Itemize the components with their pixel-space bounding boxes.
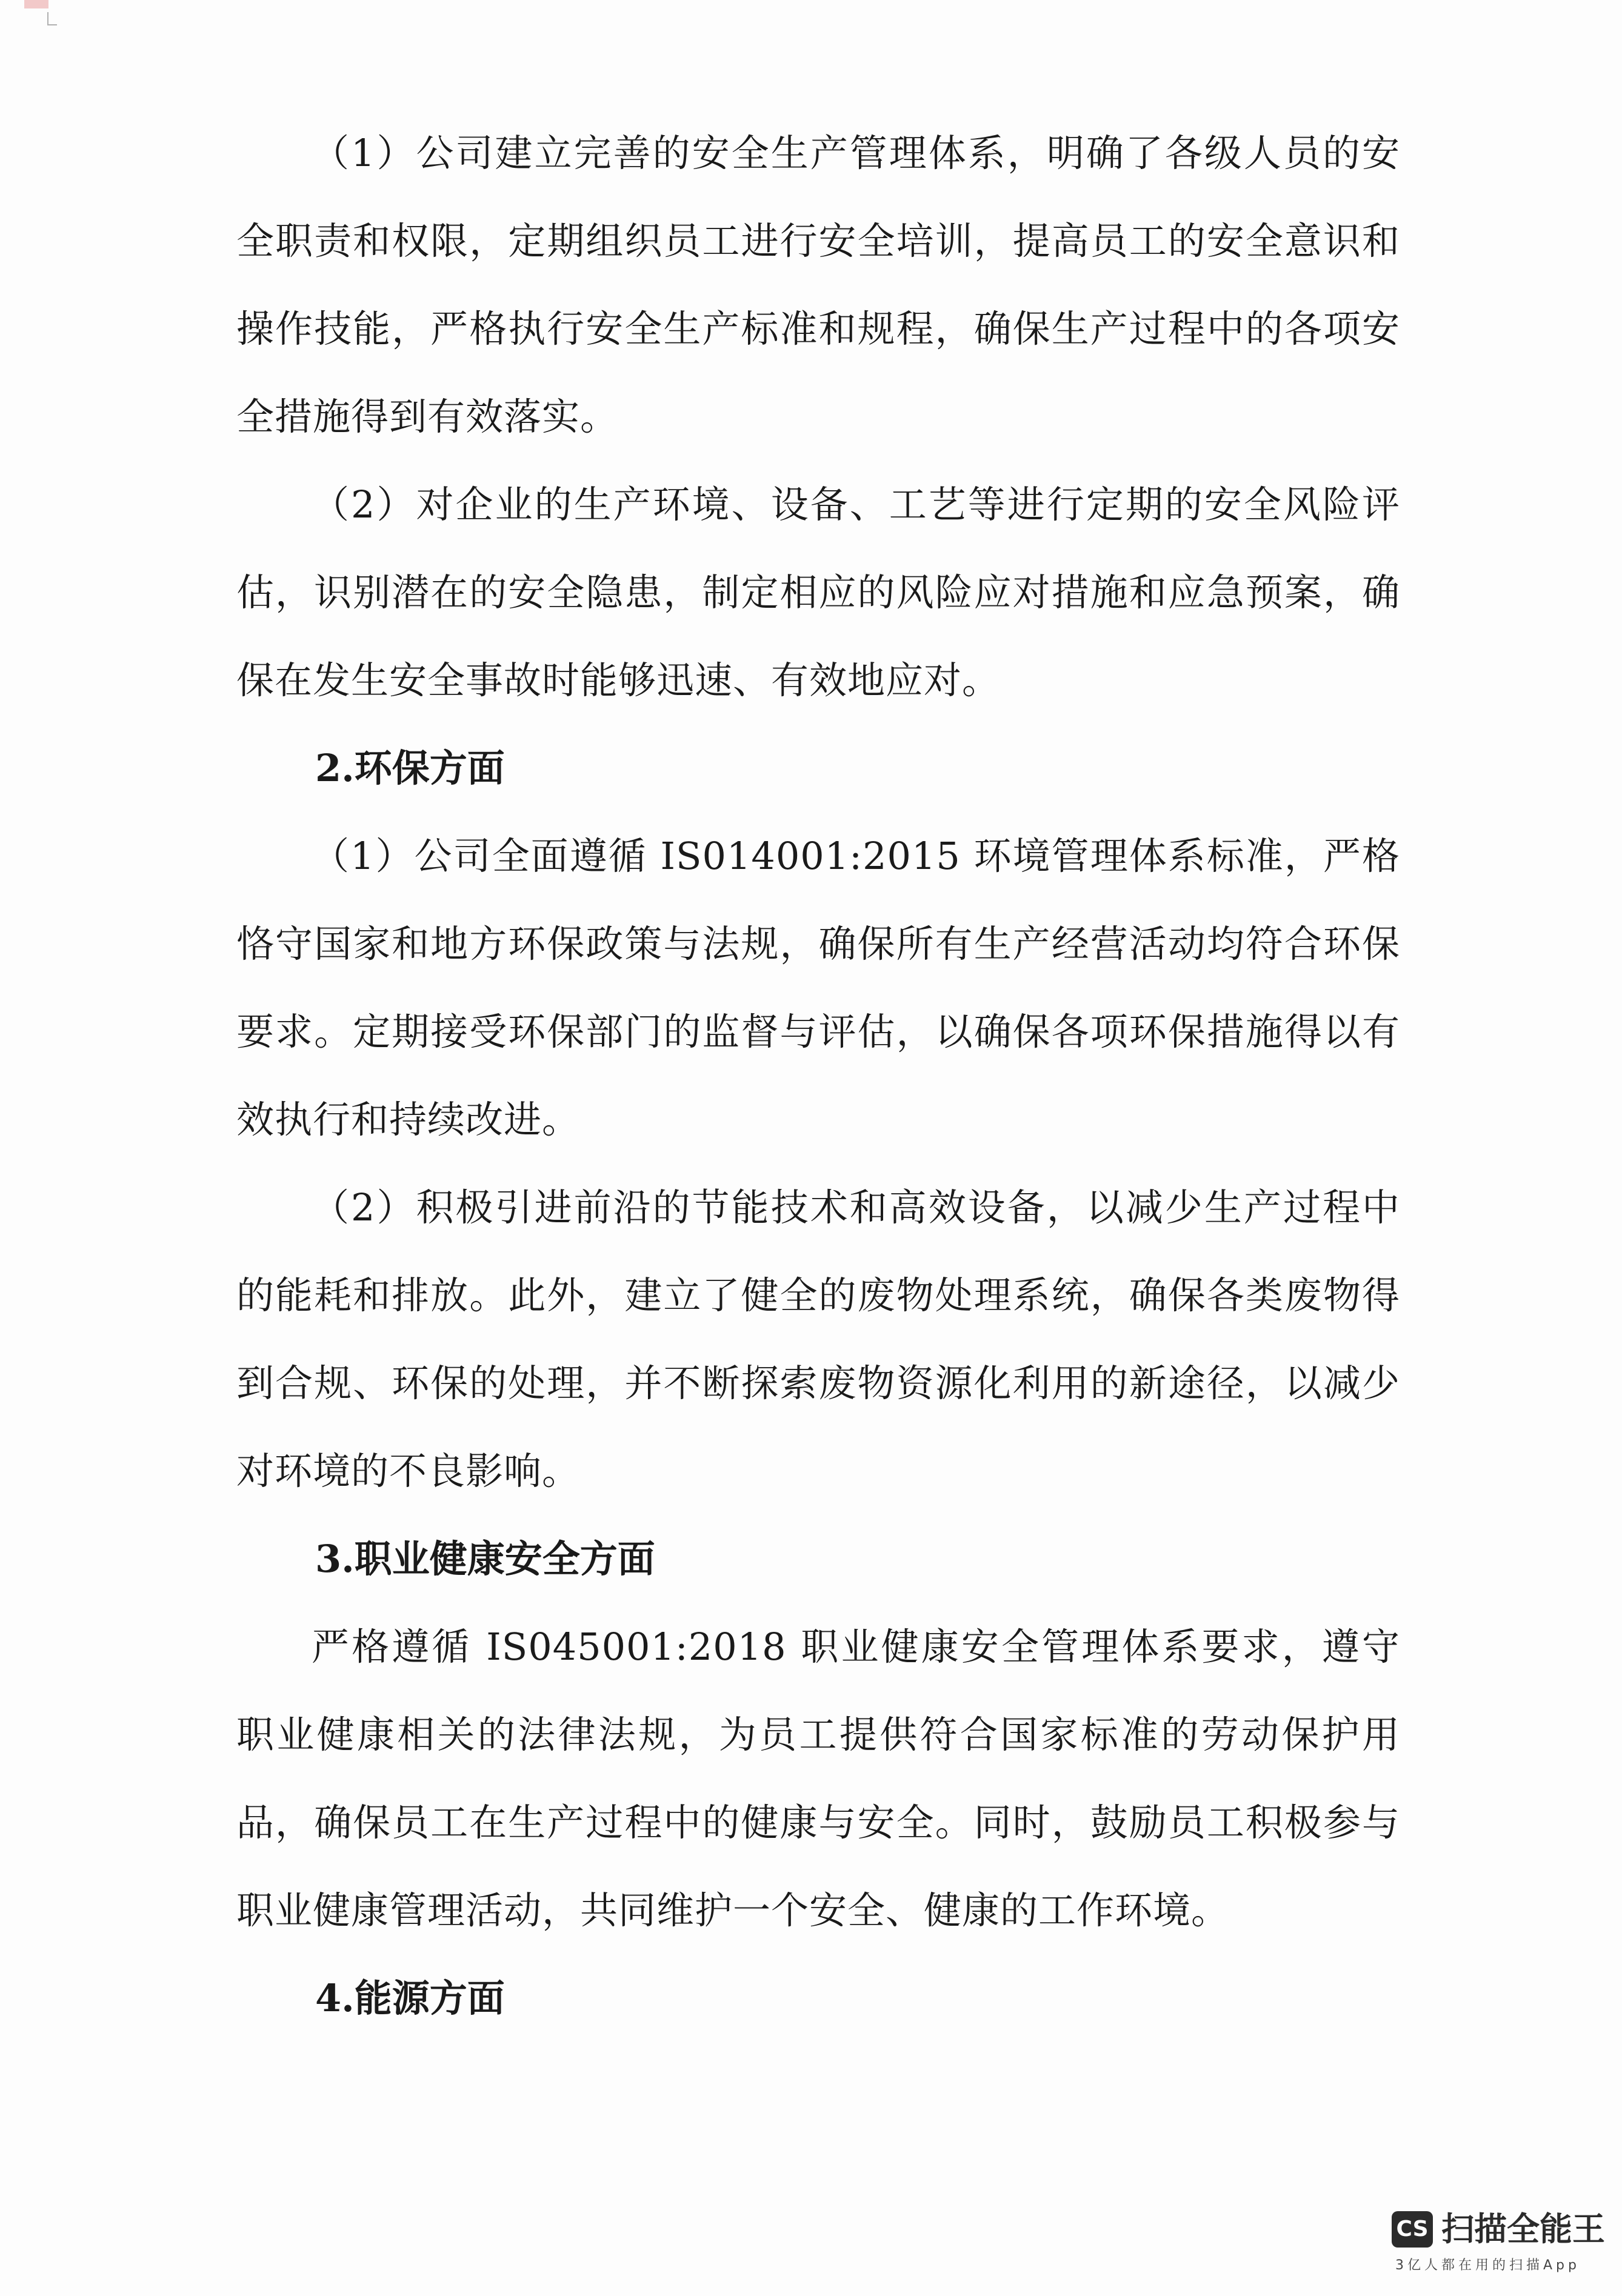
- watermark-app-name: 扫描全能王: [1441, 2210, 1605, 2248]
- paragraph-safety-1: （1）公司建立完善的安全生产管理体系，明确了各级人员的安全职责和权限，定期组织员工进行安全培训，提高员工的安全意识和操作技能，严格执行安全生产标准和规程，确保生产过程中的各项安全措施得到有效落实。: [236, 131, 1400, 439]
- heading-occupational-health: 3.职业健康安全方面: [315, 1537, 655, 1581]
- camscanner-logo-icon: CS: [1392, 2211, 1433, 2248]
- scan-corner-mark: [24, 0, 48, 8]
- paragraph-safety-2: （2）对企业的生产环境、设备、工艺等进行定期的安全风险评估，识别潜在的安全隐患，制定相应的风险应对措施和应急预案，确保在发生安全事故时能够迅速、有效地应对。: [236, 482, 1400, 702]
- heading-energy: 4.能源方面: [315, 1976, 505, 2020]
- paragraph-occupational-health: 严格遵循 IS045001:2018 职业健康安全管理体系要求，遵守职业健康相关的法律法规，为员工提供符合国家标准的劳动保护用品，确保员工在生产过程中的健康与安全。同时，鼓励员工积极参与职业健康管理活动，共同维护一个安全、健康的工作环境。: [236, 1625, 1400, 1932]
- document-body: [236, 109, 1400, 2042]
- paragraph-environmental-1: （1）公司全面遵循 IS014001:2015 环境管理体系标准，严格恪守国家和地方环保政策与法规，确保所有生产经营活动均符合环保要求。定期接受环保部门的监督与评估，以确保各项环保措施得以有效执行和持续改进。: [236, 834, 1400, 1142]
- camscanner-watermark: [1392, 2206, 1605, 2279]
- watermark-tagline: 3亿人都在用的扫描App: [1395, 2258, 1580, 2273]
- scan-corner-artifact: [47, 12, 57, 25]
- paragraph-environmental-2: （2）积极引进前沿的节能技术和高效设备，以减少生产过程中的能耗和排放。此外，建立了健全的废物处理系统，确保各类废物得到合规、环保的处理，并不断探索废物资源化利用的新途径，以减少对环境的不良影响。: [236, 1185, 1400, 1493]
- heading-environmental: 2.环保方面: [315, 746, 505, 790]
